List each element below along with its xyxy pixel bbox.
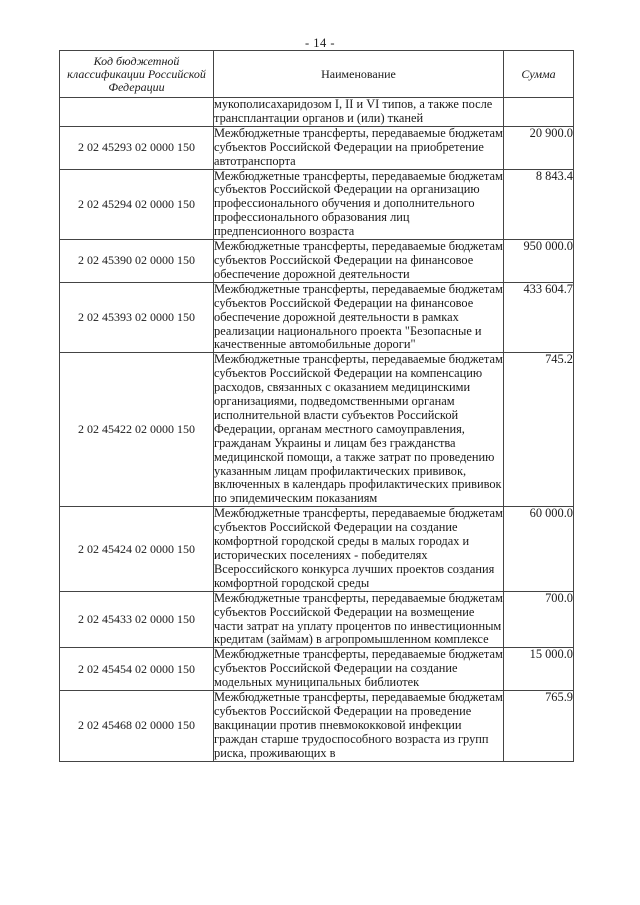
name-cell: Межбюджетные трансферты, передаваемые бюджетам субъектов Российской Федерации на приобретение автотранспорта [214, 125, 503, 168]
sum-cell: 700.0 [504, 591, 574, 648]
header-code: Код бюджетной классификации Российской Федерации [60, 51, 214, 98]
name-cell: Межбюджетные трансферты, передаваемые бюджетам субъектов Российской Федерации на возмещение части затрат на уплату процентов по инвестиционным кредитам (займам) в агропромышленном комплексе [214, 590, 503, 647]
sum-cell: 765.9 [504, 691, 574, 762]
code-cell: 2 02 45424 02 0000 150 [60, 507, 214, 591]
name-cell: Межбюджетные трансферты, передаваемые бюджетам субъектов Российской Федерации на финансовое обеспечение дорожной деятельности в рамках реализации национального проекта "Безопасные и качественные автомобильные дороги" [214, 281, 503, 352]
sum-cell: 745.2 [504, 353, 574, 507]
code-cell: 2 02 45433 02 0000 150 [60, 591, 214, 648]
table-row [60, 691, 574, 762]
sum-cell: 8 843.4 [504, 169, 574, 240]
code-cell: 2 02 45293 02 0000 150 [60, 126, 214, 169]
code-cell: 2 02 45393 02 0000 150 [60, 282, 214, 353]
sum-cell: 15 000.0 [504, 648, 574, 691]
table-row [60, 282, 574, 353]
table-row [60, 126, 574, 169]
table-row [60, 353, 574, 507]
continuation-row [60, 98, 574, 127]
sum-cell: 433 604.7 [504, 282, 574, 353]
table-row [60, 591, 574, 648]
page-number: - 14 - [304, 36, 336, 50]
header-sum: Сумма [504, 51, 574, 98]
code-cell: 2 02 45294 02 0000 150 [60, 169, 214, 240]
header-name: Наименование [214, 51, 504, 98]
continuation-code-cell [60, 98, 214, 127]
name-cell: Межбюджетные трансферты, передаваемые бюджетам субъектов Российской Федерации на компенсацию расходов, связанных с оказанием медицинскими организациями, подведомственными органам исполнительной власти субъектов Российской Федерации, органам местного самоуправления, гражданам Украины и лицам без гражданства медицинской помощи, а также затрат по проведению указанным лицам профилактических прививок, включенных в календарь профилактических прививок по эпидемическим показаниям [214, 352, 503, 506]
code-cell: 2 02 45422 02 0000 150 [60, 353, 214, 507]
sum-cell: 20 900.0 [504, 126, 574, 169]
name-cell: Межбюджетные трансферты, передаваемые бюджетам субъектов Российской Федерации на организацию профессионального обучения и дополнительного профессионального образования лиц предпенсионного возраста [214, 168, 503, 239]
code-cell: 2 02 45390 02 0000 150 [60, 240, 214, 283]
budget-table [59, 50, 574, 762]
table-row [60, 240, 574, 283]
table-row [60, 507, 574, 591]
sum-cell: 60 000.0 [504, 507, 574, 591]
header-row [60, 51, 574, 98]
sum-cell: 950 000.0 [504, 240, 574, 283]
name-cell: Межбюджетные трансферты, передаваемые бюджетам субъектов Российской Федерации на проведение вакцинации против пневмококковой инфекции граждан старше трудоспособного возраста из групп риска, проживающих в [214, 690, 503, 760]
table-row [60, 169, 574, 240]
table-row [60, 648, 574, 691]
name-cell: Межбюджетные трансферты, передаваемые бюджетам субъектов Российской Федерации на создание комфортной городской среды в малых городах и исторических поселениях - победителях Всероссийского конкурса лучших проектов создания комфортной городской среды [214, 506, 503, 590]
name-cell: Межбюджетные трансферты, передаваемые бюджетам субъектов Российской Федерации на создание модельных муниципальных библиотек [214, 647, 503, 690]
code-cell: 2 02 45468 02 0000 150 [60, 691, 214, 762]
continuation-sum-cell [504, 98, 574, 127]
continuation-name-cell: мукополисахаридозом I, II и VI типов, а также после трансплантации органов и (или) тканей [214, 98, 504, 127]
code-cell: 2 02 45454 02 0000 150 [60, 648, 214, 691]
name-cell: Межбюджетные трансферты, передаваемые бюджетам субъектов Российской Федерации на финансовое обеспечение дорожной деятельности [214, 239, 503, 281]
